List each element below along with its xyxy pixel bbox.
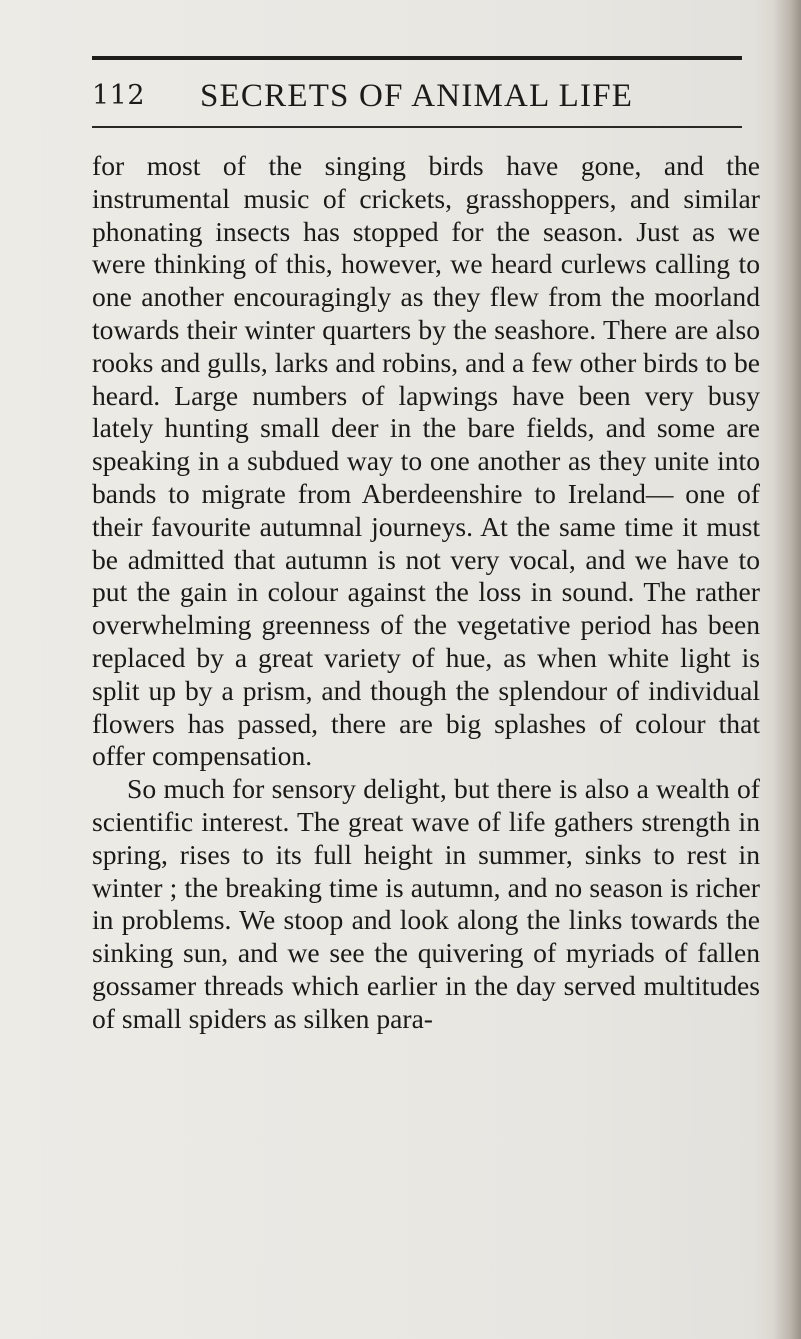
running-head	[92, 72, 742, 116]
header-bottom-rule	[92, 126, 742, 128]
page-edge-shadow	[773, 0, 801, 1339]
paragraph-continued: for most of the singing birds have gone, and the instrumental music of crickets, grasshoppers, and similar phonating insects has stopped for the season. Just as we were thinking of this, however, we heard curlews calling to one another encouragingly as they flew from the moorland towards their winter quarters by the seashore. There are also rooks and gulls, larks and robins, and a few other birds to be heard. Large numbers of lapwings have been very busy lately hunting small deer in the bare fields, and some are speaking in a subdued way to one another as they unite into bands to migrate from Aberdeenshire to Ireland— one of their favourite autumnal journeys. At the same time it must be admitted that autumn is not very vocal, and we have to put the gain in colour against the loss in sound. The rather overwhelming greenness of the vegetative period has been replaced by a great variety of hue, as when white light is split up by a prism, and though the splendour of individual flowers has passed, there are big splashes of colour that offer compensation.	[92, 150, 760, 772]
header-top-rule	[92, 56, 742, 60]
paragraph: So much for sensory delight, but there is also a wealth of scientific interest. The great wave of life gathers strength in spring, rises to its full height in summer, sinks to rest in winter ; the breaking time is autumn, and no season is richer in problems. We stoop and look along the links towards the sinking sun, and we see the quivering of myriads of fallen gossamer threads which earlier in the day served multitudes of small spiders as silken para-	[92, 773, 760, 1034]
body-text	[92, 150, 760, 1036]
page-number: 112	[92, 80, 146, 111]
running-head-title: SECRETS OF ANIMAL LIFE	[200, 78, 634, 114]
